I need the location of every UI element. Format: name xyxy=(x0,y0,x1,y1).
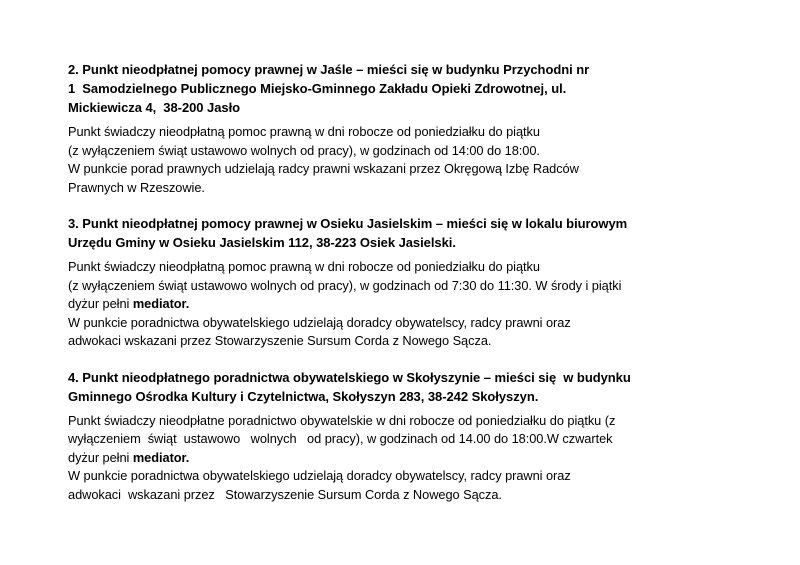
body-line: (z wyłączeniem świąt ustawowo wolnych od pracy), w godzinach od 14:00 do 18:00. xyxy=(68,142,540,158)
body-line: adwokaci wskazani przez Stowarzyszenie Sursum Corda z Nowego Sącza. xyxy=(68,486,502,502)
heading-line: 1 Samodzielnego Publicznego Miejsko-Gminnego Zakładu Opieki Zdrowotnej, ul. xyxy=(68,81,567,96)
section-2-body xyxy=(68,123,738,197)
section-punkt-3 xyxy=(68,214,738,351)
section-4-heading xyxy=(68,368,738,406)
section-2-heading xyxy=(68,60,738,117)
body-line: Prawnych w Rzeszowie. xyxy=(68,179,205,195)
section-3-body xyxy=(68,258,738,351)
body-line: W punkcie poradnictwa obywatelskiego udzielają doradcy obywatelscy, radcy prawni oraz xyxy=(68,468,571,483)
body-line: W punkcie poradnictwa obywatelskiego udzielają doradcy obywatelscy, radcy prawni oraz xyxy=(68,314,571,330)
section-4-body xyxy=(68,412,738,505)
section-3-heading xyxy=(68,214,738,252)
heading-line: Urzędu Gminy w Osieku Jasielskim 112, 38-223 Osiek Jasielski. xyxy=(68,235,456,250)
body-line: adwokaci wskazani przez Stowarzyszenie Sursum Corda z Nowego Sącza. xyxy=(68,333,492,348)
body-line: wyłączeniem świąt ustawowo wolnych od pracy), w godzinach od 14.00 do 18:00.W czwartek xyxy=(68,431,613,446)
body-line: Punkt świadczy nieodpłatne poradnictwo obywatelskie w dni robocze od poniedziałku do piątku (z xyxy=(68,412,616,428)
body-line-with-bold: dyżur pełni mediator. xyxy=(68,449,190,465)
heading-line: 3. Punkt nieodpłatnej pomocy prawnej w Osieku Jasielskim – mieści się w lokalu biurowym xyxy=(68,216,628,231)
heading-line: 4. Punkt nieodpłatnego poradnictwa obywatelskiego w Skołyszynie – mieści się w budynku xyxy=(68,369,631,385)
section-punkt-4 xyxy=(68,368,738,505)
body-line: (z wyłączeniem świąt ustawowo wolnych od pracy), w godzinach od 7:30 do 11:30. W środy i piątki xyxy=(68,277,622,293)
body-line: W punkcie porad prawnych udzielają radcy prawni wskazani przez Okręgową Izbę Radców xyxy=(68,161,579,176)
body-line: Punkt świadczy nieodpłatną pomoc prawną w dni robocze od poniedziałku do piątku xyxy=(68,259,540,274)
bold-mediator: mediator. xyxy=(132,296,190,311)
heading-line: Mickiewicza 4, 38-200 Jasło xyxy=(68,100,241,115)
body-line: Punkt świadczy nieodpłatną pomoc prawną w dni robocze od poniedziałku do piątku xyxy=(68,124,540,139)
heading-line: Gminnego Ośrodka Kultury i Czytelnictwa, Skołyszyn 283, 38-242 Skołyszyn. xyxy=(68,388,539,404)
section-punkt-2 xyxy=(68,60,738,197)
heading-line: 2. Punkt nieodpłatnej pomocy prawnej w Jaśle – mieści się w budynku Przychodni nr xyxy=(68,62,590,77)
bold-mediator: mediator. xyxy=(132,449,190,465)
body-line-with-bold: dyżur pełni mediator. xyxy=(68,296,190,311)
